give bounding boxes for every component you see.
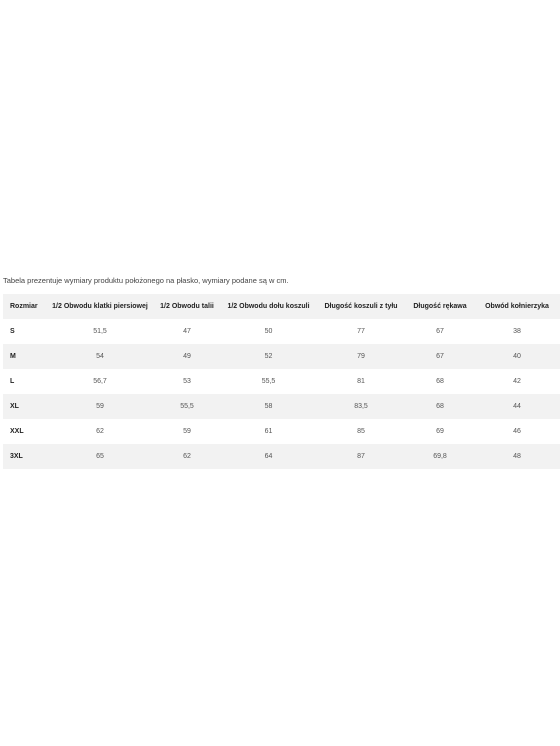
header-waist: 1/2 Obwodu talii	[160, 303, 214, 310]
cell-collar: 46	[513, 428, 521, 435]
size-table	[3, 294, 560, 469]
cell-back-length: 77	[357, 328, 365, 335]
cell-hem: 52	[264, 353, 273, 360]
cell-chest: 56,7	[93, 378, 107, 385]
cell-sleeve-length: 69	[436, 428, 444, 435]
header-size: Rozmiar	[10, 303, 38, 310]
cell-back-length: 85	[357, 428, 365, 435]
table-row	[3, 319, 560, 344]
cell-back-length: 81	[357, 378, 365, 385]
cell-chest: 59	[96, 403, 104, 410]
cell-sleeve-length: 67	[436, 328, 444, 335]
header-chest: 1/2 Obwodu klatki piersiowej	[52, 303, 148, 310]
cell-back-length: 87	[357, 453, 365, 460]
cell-size: L	[10, 378, 15, 385]
cell-hem: 58	[264, 403, 273, 410]
cell-collar: 48	[513, 453, 521, 460]
cell-sleeve-length: 68	[436, 378, 444, 385]
table-row	[3, 444, 560, 469]
table-row	[3, 419, 560, 444]
table-row	[3, 369, 560, 394]
cell-collar: 38	[513, 328, 521, 335]
cell-waist: 53	[183, 378, 191, 385]
cell-size: XXL	[10, 428, 24, 435]
cell-size: S	[10, 328, 15, 335]
cell-sleeve-length: 67	[436, 353, 444, 360]
header-back-length: Długość koszuli z tyłu	[324, 303, 398, 310]
header-hem: 1/2 Obwodu dołu koszuli	[227, 303, 310, 310]
table-caption: Tabela prezentuje wymiary produktu położonego na płasko, wymiary podane są w cm.	[3, 276, 289, 285]
cell-hem: 64	[264, 453, 273, 460]
cell-sleeve-length: 69,8	[433, 453, 447, 460]
cell-hem: 50	[264, 328, 273, 335]
cell-sleeve-length: 68	[436, 403, 444, 410]
table-row	[3, 394, 560, 419]
table-header-row	[3, 294, 560, 319]
cell-size: M	[10, 353, 16, 360]
cell-chest: 62	[96, 428, 104, 435]
cell-chest: 54	[96, 353, 104, 360]
cell-collar: 42	[513, 378, 521, 385]
cell-size: 3XL	[10, 453, 23, 460]
cell-waist: 59	[183, 428, 191, 435]
cell-hem: 61	[264, 428, 273, 435]
cell-back-length: 79	[357, 353, 365, 360]
cell-waist: 47	[183, 328, 191, 335]
cell-collar: 44	[513, 403, 521, 410]
cell-collar: 40	[513, 353, 521, 360]
cell-size: XL	[10, 403, 19, 410]
cell-chest: 51,5	[93, 328, 107, 335]
cell-back-length: 83,5	[354, 403, 368, 410]
cell-waist: 55,5	[180, 403, 194, 410]
header-collar: Obwód kołnierzyka	[485, 303, 549, 310]
cell-waist: 62	[183, 453, 191, 460]
table-row	[3, 344, 560, 369]
cell-waist: 49	[183, 353, 191, 360]
cell-hem: 55,5	[261, 378, 276, 385]
cell-chest: 65	[96, 453, 104, 460]
header-sleeve-length: Długość rękawa	[413, 303, 467, 310]
